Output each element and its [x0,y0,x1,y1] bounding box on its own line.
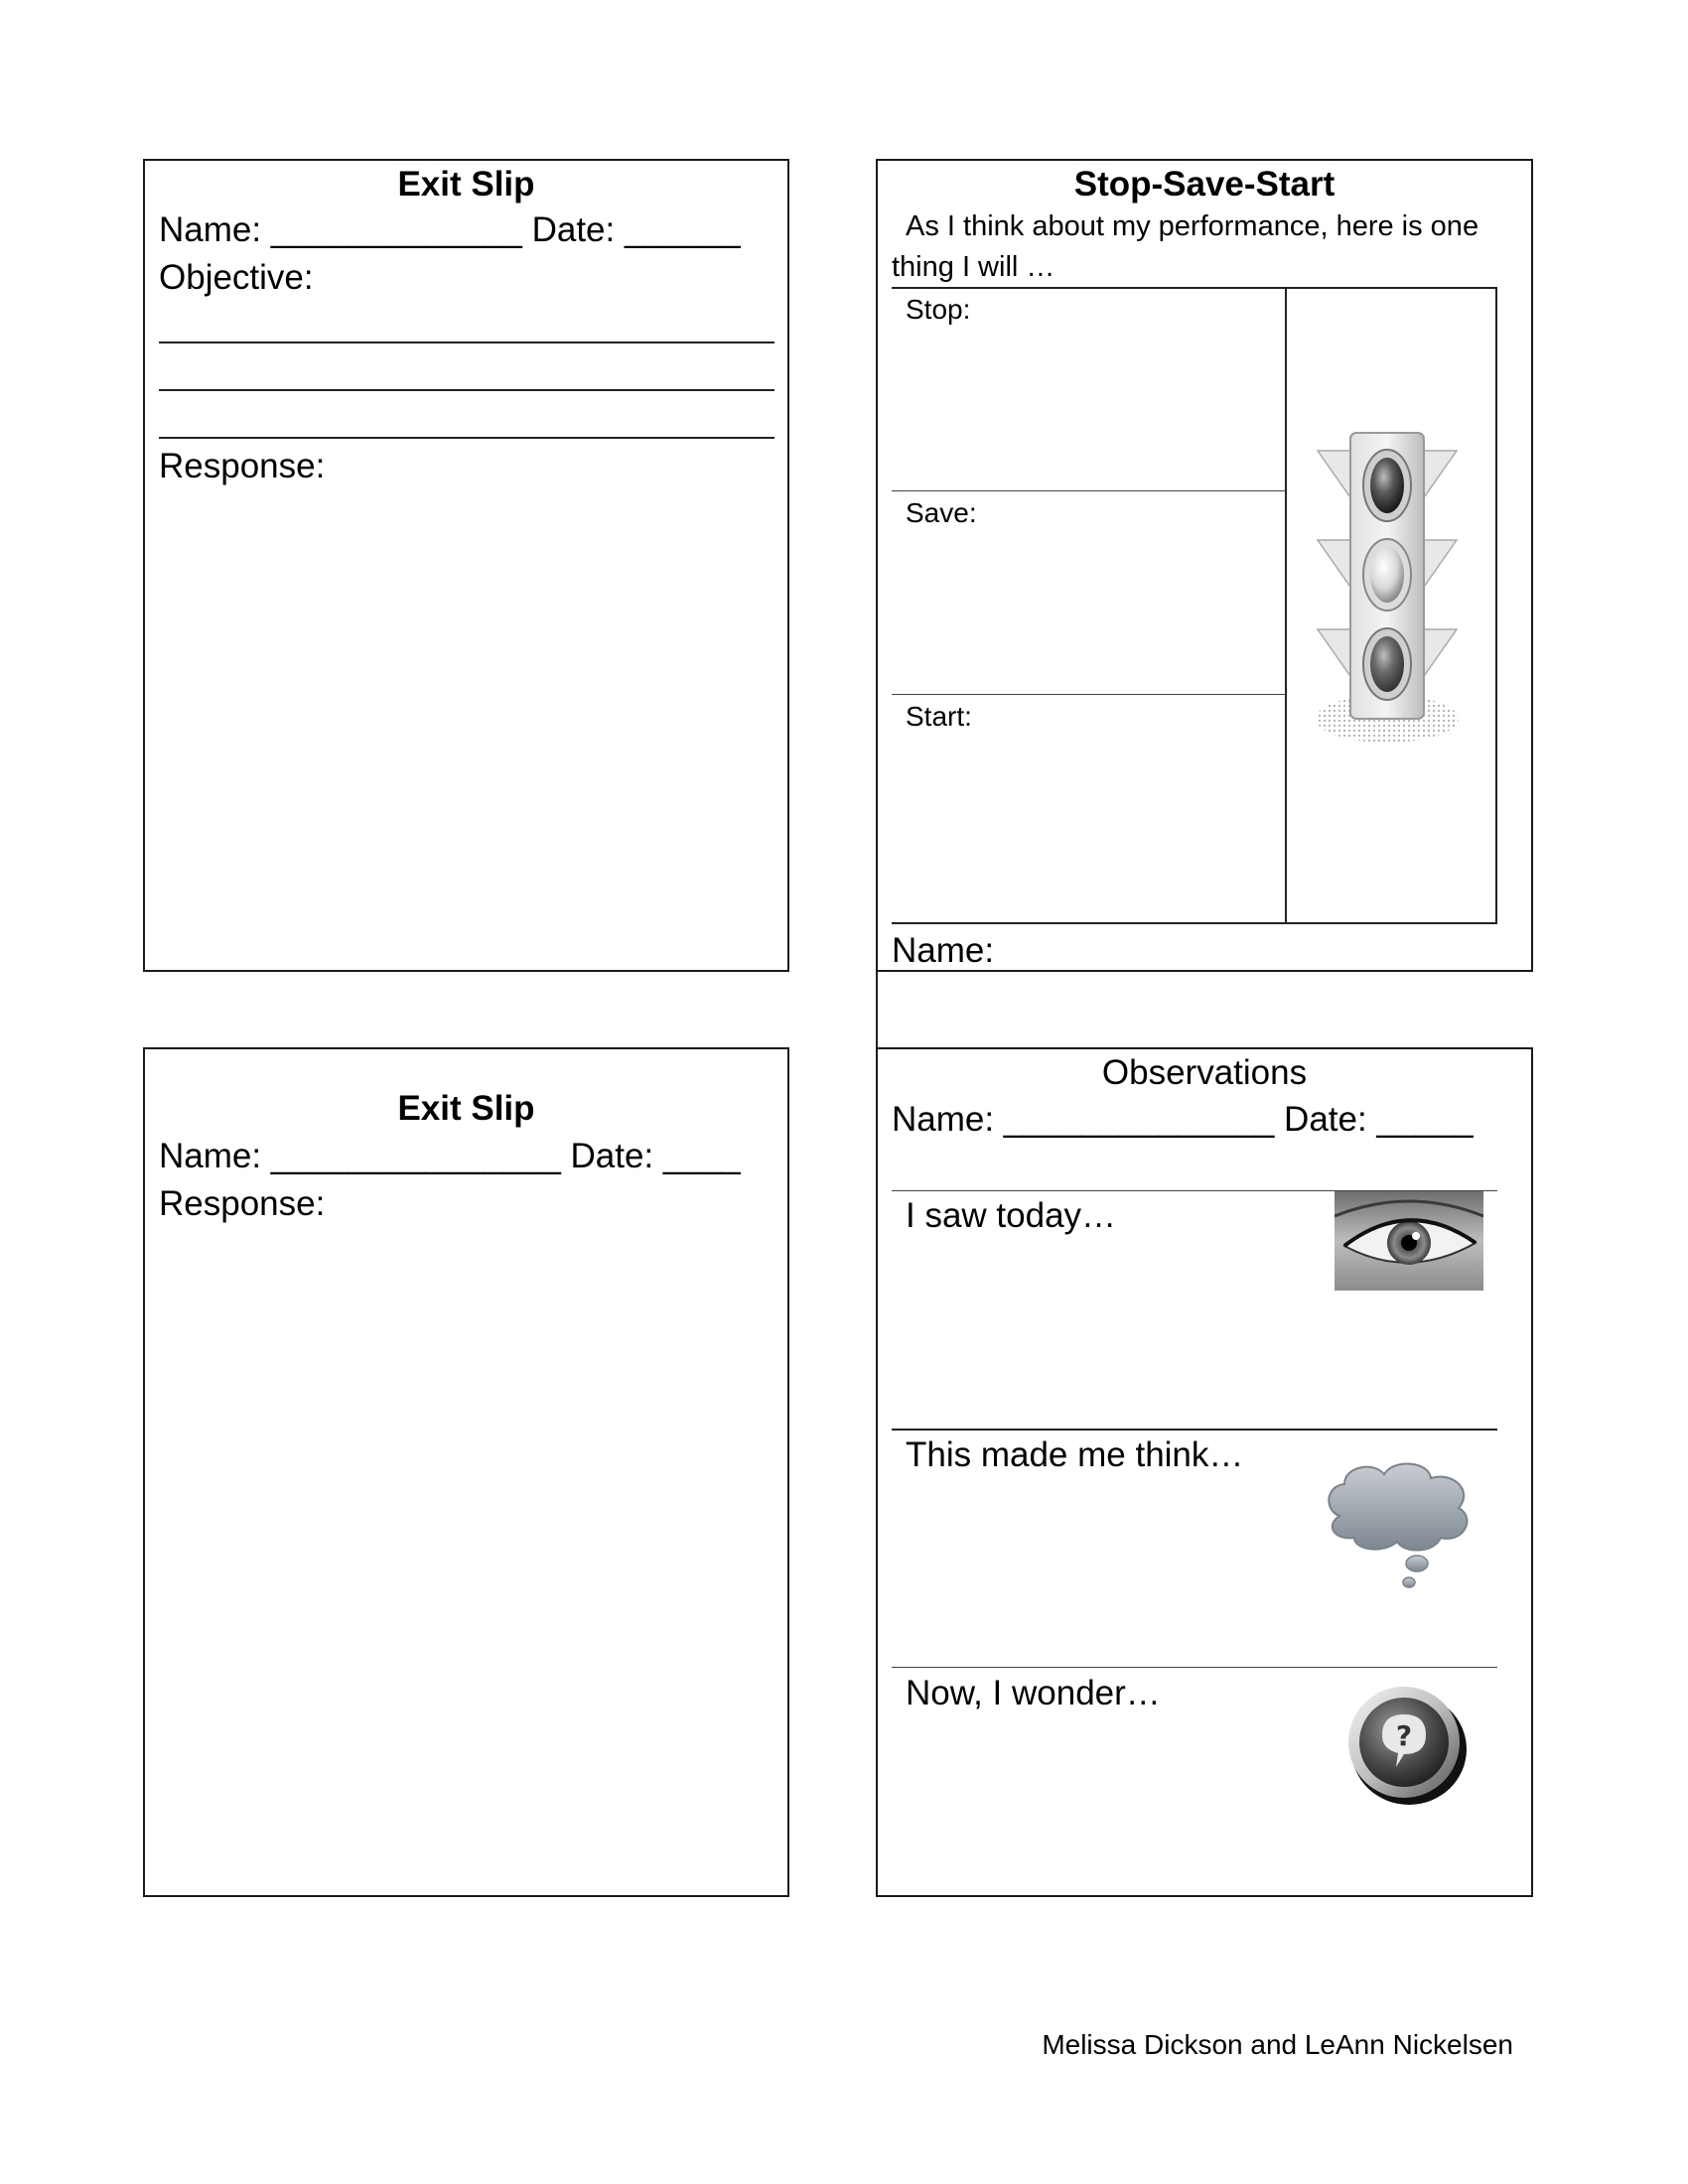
stop-save-start-name[interactable]: Name: [892,931,995,970]
wonder-label[interactable]: Now, I wonder… [906,1674,1161,1712]
stop-save-start-intro-2: thing I will … [892,251,1055,283]
observations-card [876,1047,1533,1897]
stop-save-start-intro-1: As I think about my performance, here is one [906,210,1479,242]
ssst-grid-bottom [892,922,1497,924]
eye-icon [1335,1191,1483,1291]
exit-slip-card [143,159,789,972]
exit-slip-2-response-label: Response: [159,1184,326,1223]
traffic-light-icon [1313,431,1462,749]
ssst-grid-divider [1285,287,1287,922]
made-me-think-label[interactable]: This made me think… [906,1435,1244,1474]
observations-title: Observations [1101,1053,1308,1092]
exit-slip-2-name-date[interactable]: Name: _______________ Date: ____ [159,1137,741,1175]
cards-connector [876,971,878,1048]
objective-blank-line-1[interactable] [159,341,774,343]
ssst-save-start-divider [892,694,1285,695]
exit-slip-card-2 [143,1047,789,1897]
ssst-grid-right [1495,287,1497,922]
exit-slip-response-label: Response: [159,447,326,485]
thought-bubble-icon [1320,1456,1478,1595]
exit-slip-2-title: Exit Slip [397,1089,535,1128]
stop-label[interactable]: Stop: [906,294,971,325]
question-speech-icon [1342,1680,1472,1809]
svg-text:?: ? [1395,1719,1413,1752]
exit-slip-name-date[interactable]: Name: _____________ Date: ______ [159,210,741,249]
exit-slip-title: Exit Slip [397,165,535,204]
stop-save-start-title: Stop-Save-Start [1073,165,1336,204]
objective-blank-line-2[interactable] [159,389,774,391]
observations-name-date[interactable]: Name: ______________ Date: _____ [892,1100,1474,1139]
start-label[interactable]: Start: [906,701,972,732]
obs-divider-3 [892,1667,1497,1668]
obs-divider-2 [892,1429,1497,1431]
footer-credit: Melissa Dickson and LeAnn Nickelsen [1042,2029,1513,2060]
ssst-stop-save-divider [892,490,1285,491]
saw-today-label[interactable]: I saw today… [906,1196,1117,1235]
objective-blank-line-3[interactable] [159,437,774,439]
save-label[interactable]: Save: [906,497,977,528]
stop-save-start-card [876,159,1533,972]
exit-slip-objective-label: Objective: [159,258,314,297]
ssst-grid-top [892,287,1497,289]
